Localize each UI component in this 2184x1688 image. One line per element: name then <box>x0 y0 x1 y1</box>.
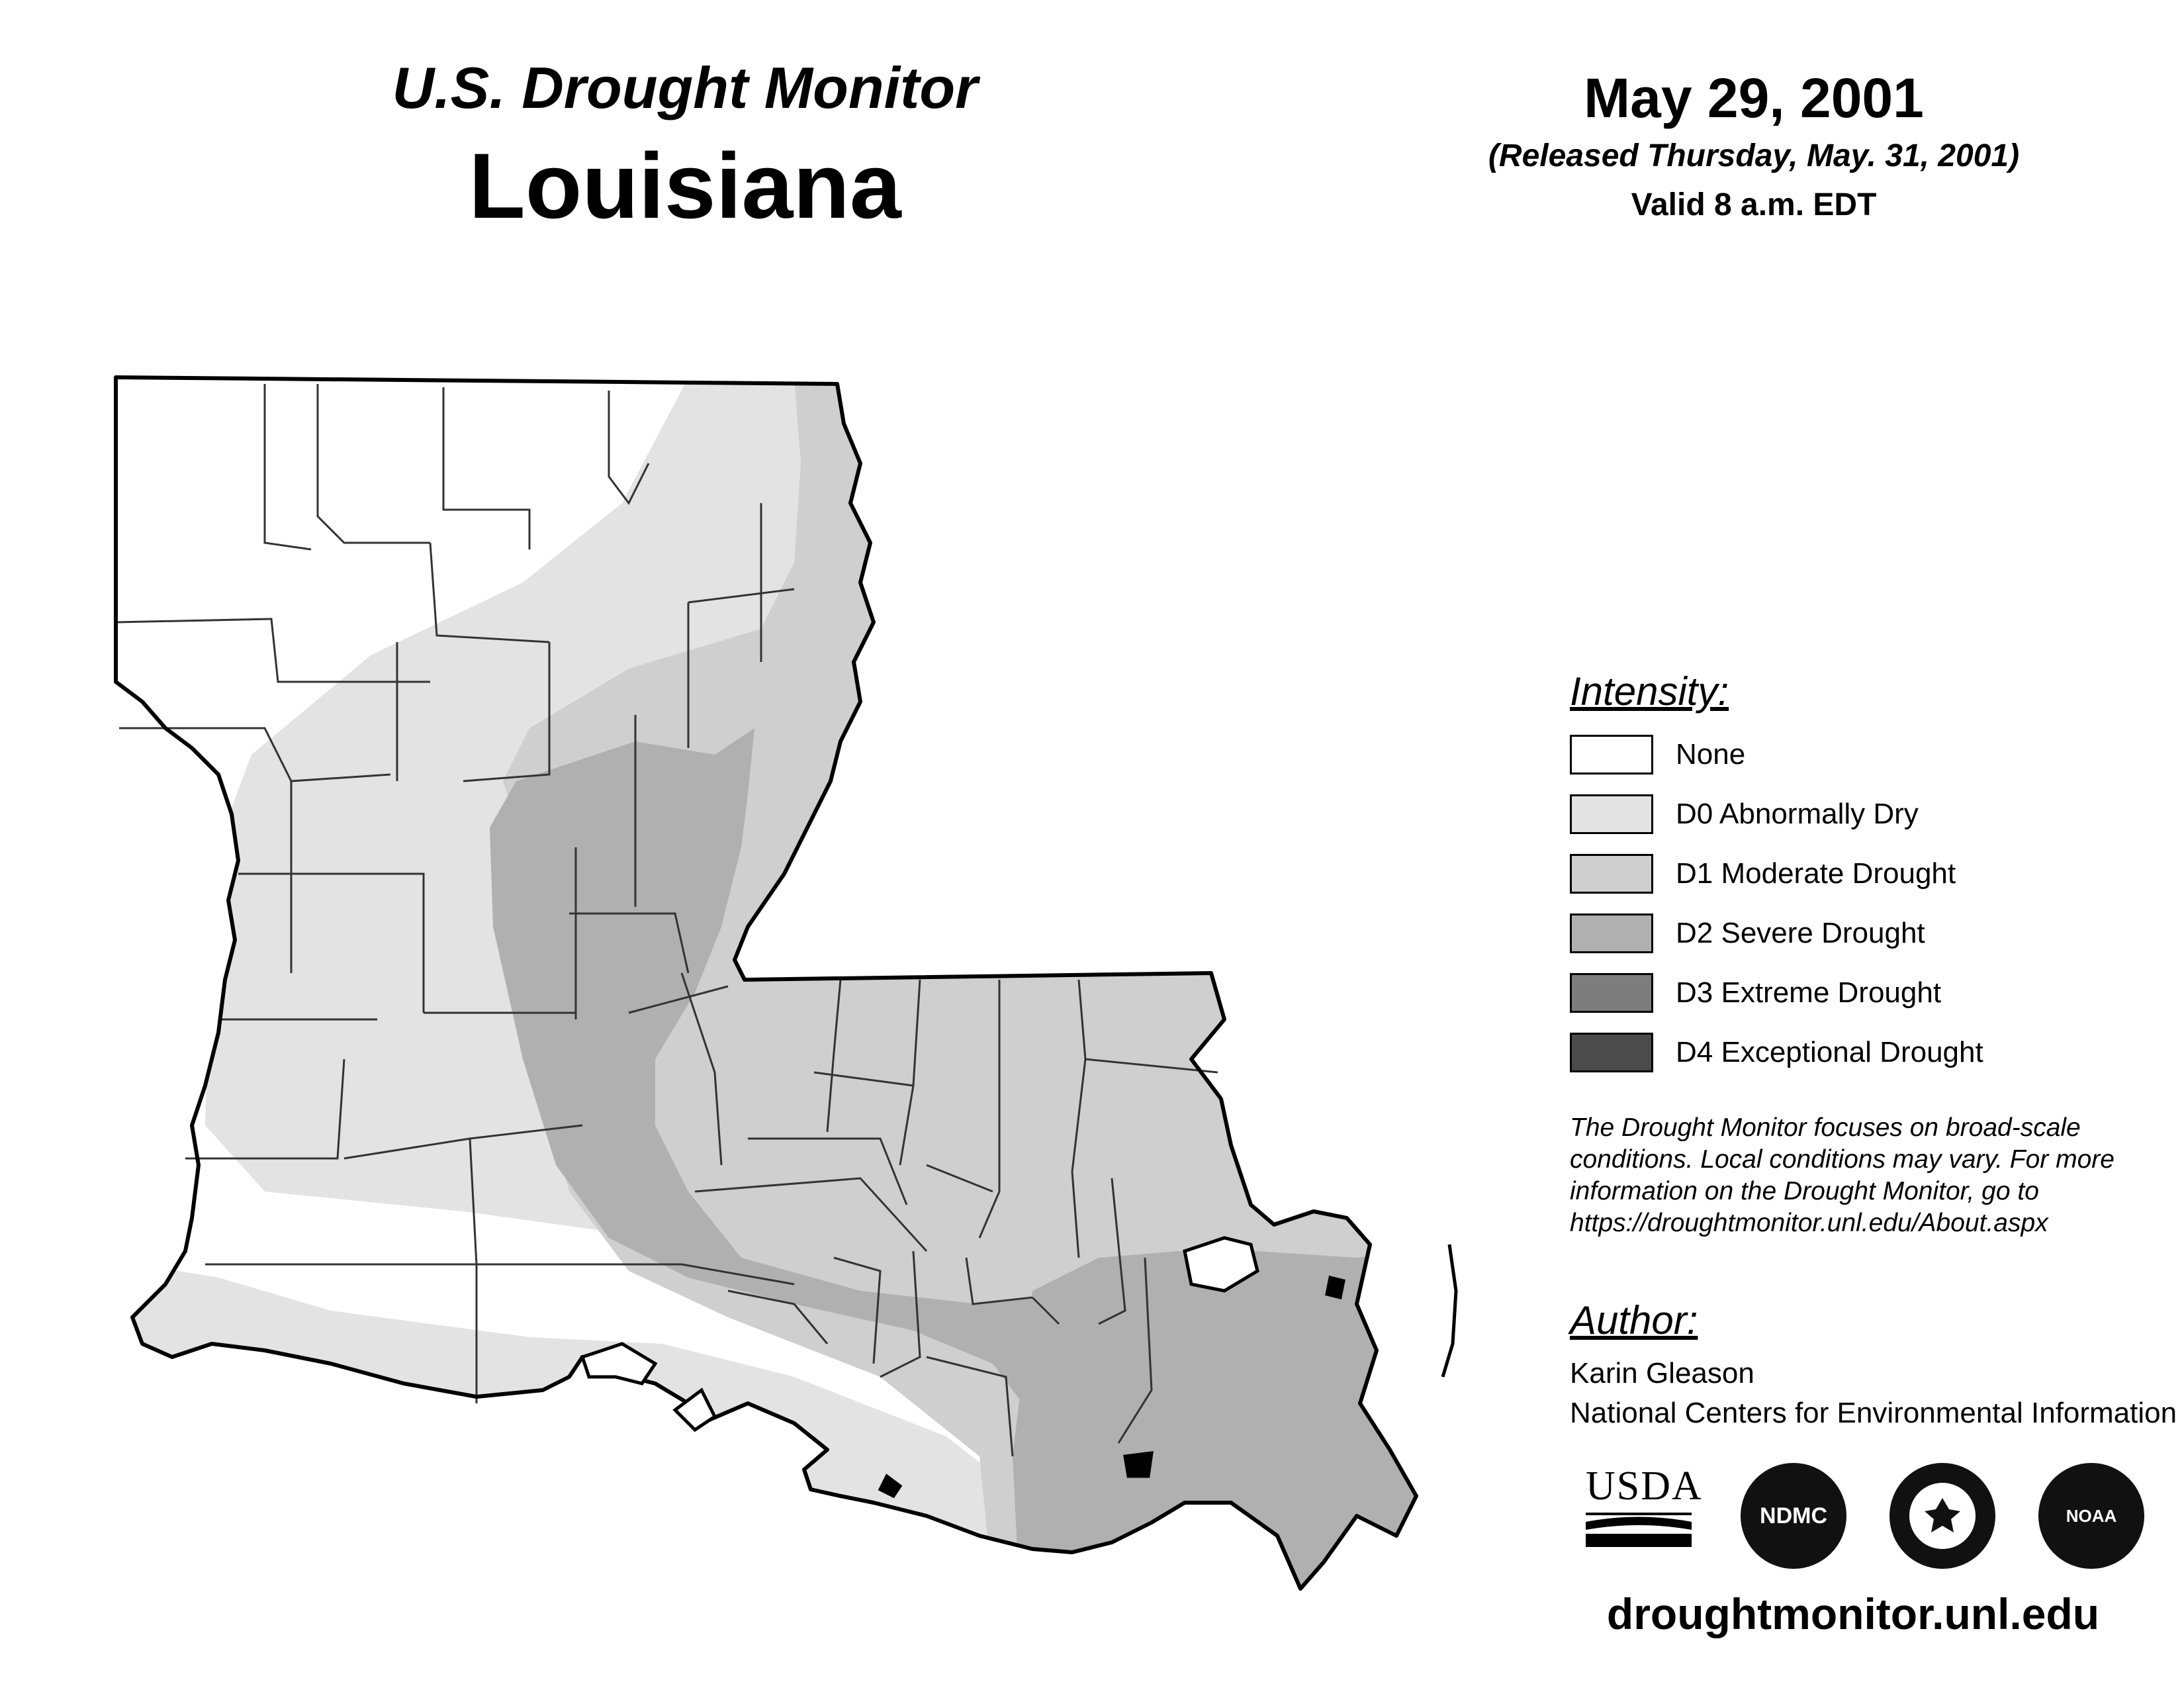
legend-item-d2 <box>1570 912 1925 955</box>
legend-label: D0 Abnormally Dry <box>1676 798 1919 830</box>
legend-swatch-d0 <box>1570 794 1653 834</box>
note-link[interactable]: https://droughtmonitor.unl.edu/About.aspx <box>1570 1209 2048 1237</box>
legend-item-d1 <box>1570 853 1956 895</box>
product-title: U.S. Drought Monitor <box>392 55 978 120</box>
commerce-seal-icon <box>1889 1463 1995 1569</box>
usda-logo <box>1586 1463 1703 1552</box>
chandeleur-islands <box>1443 1244 1456 1377</box>
legend-swatch-d4 <box>1570 1033 1653 1072</box>
map-date: May 29, 2001 <box>1584 67 1924 129</box>
legend-item-d4 <box>1570 1031 1983 1074</box>
ndmc-seal-icon <box>1741 1463 1846 1569</box>
note-line: conditions. Local conditions may vary. For more <box>1570 1145 2115 1174</box>
noaa-seal-icon <box>2038 1463 2144 1569</box>
legend-label: D2 Severe Drought <box>1676 917 1925 949</box>
commerce-logo <box>1889 1463 1995 1569</box>
noaa-logo <box>2038 1463 2144 1569</box>
legend-label: D3 Extreme Drought <box>1676 976 1942 1009</box>
legend-title: Intensity: <box>1570 669 1729 714</box>
coastal-marsh-delta <box>1125 1453 1152 1476</box>
author-organization: National Centers for Environmental Information <box>1570 1397 2177 1429</box>
author-title: Author: <box>1570 1298 1698 1342</box>
legend-swatch-d1 <box>1570 854 1653 894</box>
legend-item-d3 <box>1570 972 1941 1014</box>
note-line: information on the Drought Monitor, go to <box>1570 1177 2039 1205</box>
noaa-wordmark: NOAA <box>2058 1483 2124 1549</box>
legend-swatch-none <box>1570 735 1653 774</box>
legend-item-d0 <box>1570 793 1919 835</box>
note-line: The Drought Monitor focuses on broad-scale <box>1570 1113 2081 1142</box>
disclaimer-note <box>1570 1112 2165 1239</box>
commerce-eagle-icon <box>1909 1483 1976 1549</box>
legend-swatch-d3 <box>1570 973 1653 1013</box>
usda-swoosh-icon <box>1586 1515 1692 1548</box>
usda-wordmark: USDA <box>1586 1463 1692 1515</box>
valid-time: Valid 8 a.m. EDT <box>1631 187 1877 222</box>
ndmc-logo <box>1741 1463 1846 1569</box>
author-name: Karin Gleason <box>1570 1357 1754 1389</box>
legend-item-none <box>1570 733 1745 776</box>
legend-label: None <box>1676 738 1746 771</box>
legend-swatch-d2 <box>1570 914 1653 953</box>
state-title: Louisiana <box>469 134 901 238</box>
legend-label: D4 Exceptional Drought <box>1676 1036 1983 1068</box>
legend-label: D1 Moderate Drought <box>1676 857 1956 890</box>
d2-east-area <box>1013 1251 1456 1589</box>
release-date: (Released Thursday, May. 31, 2001) <box>1488 138 2020 173</box>
website-link[interactable]: droughtmonitor.unl.edu <box>1606 1589 2100 1638</box>
ndmc-wordmark: NDMC <box>1760 1483 1827 1549</box>
coastal-marsh-east <box>1327 1278 1343 1297</box>
